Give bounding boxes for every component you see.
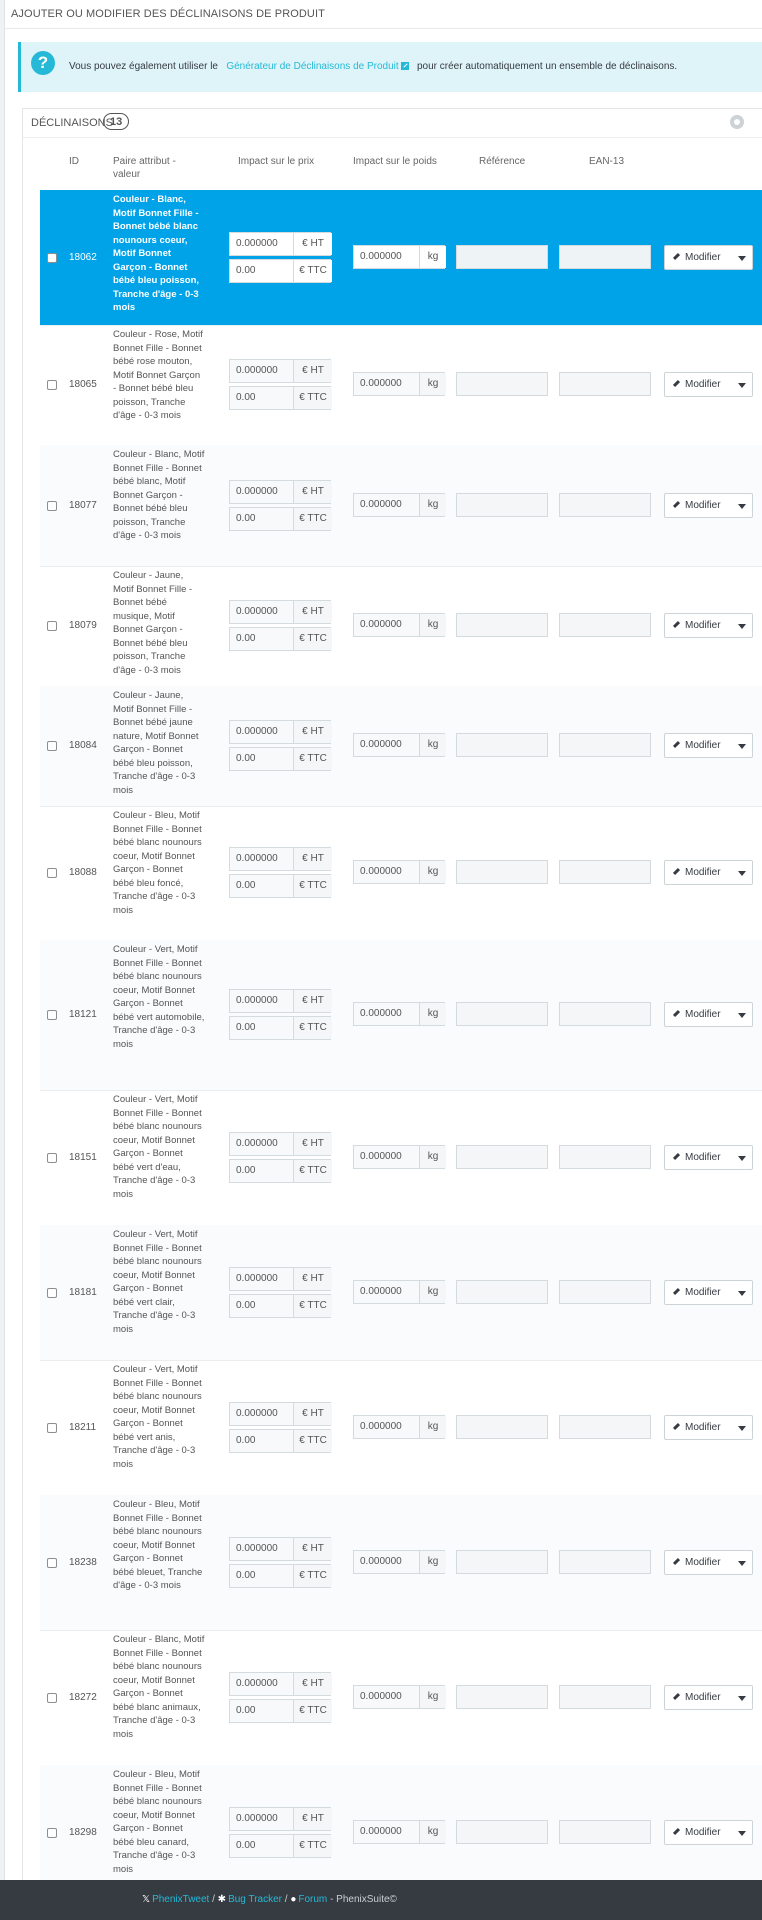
unit-ht-addon: € HT [293, 848, 332, 870]
unit-ttc-addon: € TTC [293, 1295, 332, 1317]
weight-input[interactable] [353, 1820, 445, 1844]
price-ttc-input[interactable] [229, 627, 331, 651]
caret-down-icon[interactable] [738, 624, 746, 629]
weight-value[interactable]: 0.000000 [360, 1286, 402, 1297]
unit-kg-addon: kg [419, 494, 446, 516]
unit-ttc-addon: € TTC [293, 1160, 332, 1182]
modify-button[interactable] [664, 1145, 753, 1170]
panel-header [23, 109, 762, 138]
gear-icon[interactable] [730, 115, 744, 129]
row-id: 18181 [69, 1287, 97, 1298]
unit-ttc-addon: € TTC [293, 260, 332, 282]
modify-button-label: Modifier [685, 1152, 721, 1163]
reference-input[interactable] [456, 1280, 548, 1304]
row-attributes: Couleur - Rose, Motif Bonnet Fille - Bonnet bébé rose mouton, Motif Bonnet Garçon - Bonnet bébé bleu poisson, Tranche d'âge - 0-3 mois [113, 329, 203, 421]
modify-button[interactable] [664, 1280, 753, 1305]
table-row[interactable] [40, 1090, 762, 1226]
weight-input[interactable] [353, 733, 445, 757]
price-ht-value[interactable]: 0.000000 [236, 726, 278, 737]
unit-ttc-addon: € TTC [293, 387, 332, 409]
unit-ht-addon: € HT [293, 990, 332, 1012]
weight-input[interactable] [353, 1685, 445, 1709]
weight-value[interactable]: 0.000000 [360, 739, 402, 750]
modify-button-label: Modifier [685, 1557, 721, 1568]
weight-input[interactable] [353, 1550, 445, 1574]
row-attributes: Couleur - Jaune, Motif Bonnet Fille - Bonnet bébé jaune nature, Motif Bonnet Garçon - Bonnet bébé bleu poisson, Tranche d'âge - 0-3 mois [113, 690, 199, 796]
weight-input[interactable] [353, 493, 445, 517]
ean13-input[interactable] [559, 1820, 651, 1844]
panel-title: DÉCLINAISONS [31, 117, 113, 129]
price-ht-input[interactable] [229, 480, 331, 504]
modify-button[interactable] [664, 1002, 753, 1027]
reference-input[interactable] [456, 1550, 548, 1574]
price-ht-value[interactable]: 0.000000 [236, 1678, 278, 1689]
pencil-icon [673, 501, 680, 508]
weight-input[interactable] [353, 613, 445, 637]
footer-suffix: - PhenixSuite© [330, 1894, 397, 1905]
reference-input[interactable] [456, 372, 548, 396]
modify-button[interactable] [664, 372, 753, 397]
column-header-reference: Référence [479, 156, 526, 167]
price-ttc-value[interactable]: 0.00 [236, 880, 256, 891]
weight-value[interactable]: 0.000000 [360, 1691, 402, 1702]
pencil-icon [673, 1288, 680, 1295]
row-id: 18238 [69, 1557, 97, 1568]
unit-ttc-addon: € TTC [293, 1430, 332, 1452]
modify-button[interactable] [664, 1685, 753, 1710]
weight-value[interactable]: 0.000000 [360, 251, 402, 262]
table-row[interactable] [40, 940, 762, 1091]
weight-input[interactable] [353, 1145, 445, 1169]
modify-button[interactable] [664, 733, 753, 758]
unit-kg-addon: kg [419, 734, 446, 756]
table-row[interactable] [40, 325, 762, 446]
info-text-before: Vous pouvez également utiliser le [69, 61, 218, 72]
ean13-input[interactable] [559, 1145, 651, 1169]
reference-input[interactable] [456, 860, 548, 884]
weight-value[interactable]: 0.000000 [360, 499, 402, 510]
row-attributes: Couleur - Vert, Motif Bonnet Fille - Bonnet bébé blanc nounours coeur, Motif Bonnet Garçon - Bonnet bébé vert clair, Tranche d'âge - 0-3 mois [113, 1229, 202, 1335]
row-id: 18298 [69, 1827, 97, 1838]
info-text [69, 61, 677, 72]
price-ht-input[interactable] [229, 847, 331, 871]
x-icon: 𝕏 [142, 1894, 151, 1905]
weight-value[interactable]: 0.000000 [360, 1826, 402, 1837]
weight-value[interactable]: 0.000000 [360, 1421, 402, 1432]
price-ht-input[interactable] [229, 232, 331, 256]
row-checkbox[interactable] [47, 1153, 57, 1163]
combination-generator-link-label[interactable]: Générateur de Déclinaisons de Produit [226, 61, 399, 72]
caret-down-icon[interactable] [738, 871, 746, 876]
caret-down-icon[interactable] [738, 1696, 746, 1701]
row-checkbox[interactable] [47, 621, 57, 631]
column-header-price: Impact sur le prix [238, 156, 315, 167]
unit-ht-addon: € HT [293, 1808, 332, 1830]
modify-button-label: Modifier [685, 1827, 721, 1838]
unit-kg-addon: kg [419, 373, 446, 395]
pencil-icon [673, 741, 680, 748]
weight-value[interactable]: 0.000000 [360, 378, 402, 389]
unit-ttc-addon: € TTC [293, 628, 332, 650]
price-ht-input[interactable] [229, 1132, 331, 1156]
reference-input[interactable] [456, 1820, 548, 1844]
caret-down-icon[interactable] [738, 744, 746, 749]
ean13-input[interactable] [559, 1280, 651, 1304]
row-attributes: Couleur - Blanc, Motif Bonnet Fille - Bonnet bébé blanc nounours coeur, Motif Bonnet Garçon - Bonnet bébé blanc animaux, Tranche d'âge - 0-3 mois [113, 1634, 205, 1740]
price-ht-input[interactable] [229, 600, 331, 624]
caret-down-icon[interactable] [738, 256, 746, 261]
row-id: 18121 [69, 1009, 97, 1020]
unit-kg-addon: kg [419, 1686, 446, 1708]
unit-ttc-addon: € TTC [293, 1700, 332, 1722]
caret-down-icon[interactable] [738, 1013, 746, 1018]
row-attributes: Couleur - Bleu, Motif Bonnet Fille - Bonnet bébé blanc nounours coeur, Motif Bonnet Garçon - Bonnet bébé bleuet, Tranche d'âge - 0-3 mois [113, 1499, 203, 1591]
reference-input[interactable] [456, 493, 548, 517]
modify-button-label: Modifier [685, 252, 721, 263]
row-id: 18272 [69, 1692, 97, 1703]
unit-kg-addon: kg [419, 614, 446, 636]
row-checkbox[interactable] [47, 1010, 57, 1020]
footer-bar [0, 1880, 762, 1920]
pencil-icon [673, 1558, 680, 1565]
modify-button[interactable] [664, 860, 753, 885]
price-ht-value[interactable]: 0.000000 [236, 1813, 278, 1824]
footer-links [142, 1894, 397, 1905]
price-ht-value[interactable]: 0.000000 [236, 1138, 278, 1149]
weight-value[interactable]: 0.000000 [360, 1151, 402, 1162]
unit-ht-addon: € HT [293, 1538, 332, 1560]
row-id: 18088 [69, 867, 97, 878]
reference-input[interactable] [456, 733, 548, 757]
unit-kg-addon: kg [419, 1146, 446, 1168]
unit-kg-addon: kg [419, 1003, 446, 1025]
table-row[interactable] [40, 190, 762, 326]
price-ht-input[interactable] [229, 989, 331, 1013]
ean13-input[interactable] [559, 860, 651, 884]
comments-icon: ● [290, 1894, 297, 1905]
reference-input[interactable] [456, 1415, 548, 1439]
price-ht-input[interactable] [229, 1267, 331, 1291]
ean13-input[interactable] [559, 613, 651, 637]
caret-down-icon[interactable] [738, 1156, 746, 1161]
price-ht-value[interactable]: 0.000000 [236, 1543, 278, 1554]
pencil-icon [673, 380, 680, 387]
price-ht-input[interactable] [229, 1402, 331, 1426]
unit-ht-addon: € HT [293, 1673, 332, 1695]
unit-kg-addon: kg [419, 1821, 446, 1843]
caret-down-icon[interactable] [738, 504, 746, 509]
info-alert [18, 42, 762, 92]
row-id: 18077 [69, 500, 97, 511]
modify-button[interactable] [664, 613, 753, 638]
weight-value[interactable]: 0.000000 [360, 1556, 402, 1567]
weight-input[interactable] [353, 1415, 445, 1439]
unit-kg-addon: kg [419, 1551, 446, 1573]
unit-ttc-addon: € TTC [293, 1565, 332, 1587]
modify-button[interactable] [664, 1415, 753, 1440]
title-divider [5, 28, 762, 29]
ean13-input[interactable] [559, 1002, 651, 1026]
row-checkbox[interactable] [47, 253, 57, 263]
weight-input[interactable] [353, 1002, 445, 1026]
table-row[interactable] [40, 806, 762, 941]
row-checkbox[interactable] [47, 1423, 57, 1433]
unit-ht-addon: € HT [293, 360, 332, 382]
price-ttc-value[interactable]: 0.00 [236, 1840, 256, 1851]
caret-down-icon[interactable] [738, 1831, 746, 1836]
price-ht-input[interactable] [229, 720, 331, 744]
price-ttc-input[interactable] [229, 386, 331, 410]
price-ttc-input[interactable] [229, 1834, 331, 1858]
unit-ttc-addon: € TTC [293, 1835, 332, 1857]
row-attributes: Couleur - Vert, Motif Bonnet Fille - Bonnet bébé blanc nounours coeur, Motif Bonnet Garçon - Bonnet bébé vert anis, Tranche d'âge - 0-3 mois [113, 1364, 202, 1470]
column-header-ean: EAN-13 [589, 156, 625, 167]
footer-separator: / [284, 1894, 288, 1905]
forum-link[interactable]: Forum [298, 1894, 328, 1905]
row-attributes: Couleur - Vert, Motif Bonnet Fille - Bonnet bébé blanc nounours coeur, Motif Bonnet Garçon - Bonnet bébé vert d'eau, Tranche d'âge - 0-3 mois [113, 1094, 202, 1200]
price-ttc-input[interactable] [229, 874, 331, 898]
modify-button[interactable] [664, 1820, 753, 1845]
modify-button-label: Modifier [685, 379, 721, 390]
combination-generator-link[interactable] [226, 61, 408, 72]
price-ht-value[interactable]: 0.000000 [236, 1408, 278, 1419]
reference-input[interactable] [456, 613, 548, 637]
price-ht-value[interactable]: 0.000000 [236, 238, 278, 249]
footer-separator: / [212, 1894, 215, 1905]
unit-ht-addon: € HT [293, 1133, 332, 1155]
unit-ht-addon: € HT [293, 1268, 332, 1290]
unit-ht-addon: € HT [293, 721, 332, 743]
price-ttc-value[interactable]: 0.00 [236, 265, 256, 276]
external-link-icon[interactable] [401, 62, 409, 70]
row-attributes: Couleur - Vert, Motif Bonnet Fille - Bonnet bébé blanc nounours coeur, Motif Bonnet Garçon - Bonnet bébé vert automobile, Tranche d'âge - 0-3 mois [113, 944, 205, 1050]
unit-ht-addon: € HT [293, 233, 332, 255]
pencil-icon [673, 1693, 680, 1700]
modify-button-label: Modifier [685, 1287, 721, 1298]
modify-button[interactable] [664, 493, 753, 518]
caret-down-icon[interactable] [738, 1426, 746, 1431]
ean13-input[interactable] [559, 493, 651, 517]
ean13-input[interactable] [559, 372, 651, 396]
bug-icon: ✱ [217, 1894, 227, 1905]
price-ttc-value[interactable]: 0.00 [236, 1705, 256, 1716]
row-attributes: Couleur - Blanc, Motif Bonnet Fille - Bonnet bébé blanc nounours coeur, Motif Bonnet Garçon - Bonnet bébé bleu poisson, Tranche d'âge - 0-3 mois [113, 194, 200, 313]
price-ttc-input[interactable] [229, 1294, 331, 1318]
row-id: 18084 [69, 740, 97, 751]
price-ht-input[interactable] [229, 1537, 331, 1561]
price-ttc-value[interactable]: 0.00 [236, 1300, 256, 1311]
caret-down-icon[interactable] [738, 1291, 746, 1296]
column-header-weight: Impact sur le poids [353, 156, 437, 167]
ean13-input[interactable] [559, 733, 651, 757]
modify-button-label: Modifier [685, 500, 721, 511]
table-row[interactable] [40, 1225, 762, 1361]
row-id: 18065 [69, 379, 97, 390]
price-ht-input[interactable] [229, 1672, 331, 1696]
row-checkbox[interactable] [47, 380, 57, 390]
modify-button[interactable] [664, 1550, 753, 1575]
table-row[interactable] [40, 1360, 762, 1496]
unit-kg-addon: kg [419, 1416, 446, 1438]
unit-ttc-addon: € TTC [293, 508, 332, 530]
pencil-icon [673, 1010, 680, 1017]
pencil-icon [673, 868, 680, 875]
row-id: 18062 [69, 252, 97, 263]
modify-button-label: Modifier [685, 867, 721, 878]
modify-button-label: Modifier [685, 1692, 721, 1703]
row-attributes: Couleur - Blanc, Motif Bonnet Fille - Bonnet bébé blanc, Motif Bonnet Garçon - Bonnet bébé bleu poisson, Tranche d'âge - 0-3 mois [113, 449, 205, 541]
pencil-icon [673, 1423, 680, 1430]
question-icon: ? [31, 51, 55, 75]
phenixtweet-link[interactable]: PhenixTweet [152, 1894, 210, 1905]
bug-tracker-link[interactable]: Bug Tracker [228, 1894, 282, 1905]
price-ttc-value[interactable]: 0.00 [236, 1165, 256, 1176]
row-id: 18211 [69, 1422, 97, 1433]
weight-value[interactable]: 0.000000 [360, 1008, 402, 1019]
combinations-count-badge: 13 [103, 113, 129, 130]
unit-kg-addon: kg [419, 861, 446, 883]
price-ttc-value[interactable]: 0.00 [236, 633, 256, 644]
row-checkbox[interactable] [47, 1828, 57, 1838]
price-ttc-input[interactable] [229, 259, 331, 283]
price-ttc-value[interactable]: 0.00 [236, 1435, 256, 1446]
modify-button-label: Modifier [685, 1422, 721, 1433]
weight-input[interactable] [353, 1280, 445, 1304]
pencil-icon [673, 621, 680, 628]
price-ht-input[interactable] [229, 1807, 331, 1831]
row-attributes: Couleur - Bleu, Motif Bonnet Fille - Bonnet bébé blanc nounours coeur, Motif Bonnet Garçon - Bonnet bébé bleu foncé, Tranche d'âge - 0-3 mois [113, 810, 202, 916]
row-checkbox[interactable] [47, 501, 57, 511]
price-ttc-input[interactable] [229, 1699, 331, 1723]
unit-ttc-addon: € TTC [293, 875, 332, 897]
price-ht-value[interactable]: 0.000000 [236, 1273, 278, 1284]
row-checkbox[interactable] [47, 741, 57, 751]
price-ht-value[interactable]: 0.000000 [236, 995, 278, 1006]
row-attributes: Couleur - Bleu, Motif Bonnet Fille - Bonnet bébé blanc nounours coeur, Motif Bonnet Garçon - Bonnet bébé bleu canard, Tranche d'âge - 0-3 mois [113, 1769, 202, 1875]
unit-ht-addon: € HT [293, 481, 332, 503]
row-checkbox[interactable] [47, 868, 57, 878]
pencil-icon [673, 1153, 680, 1160]
page-title: AJOUTER OU MODIFIER DES DÉCLINAISONS DE PRODUIT [11, 8, 325, 20]
price-ttc-value[interactable]: 0.00 [236, 753, 256, 764]
price-ttc-input[interactable] [229, 1016, 331, 1040]
modify-button-label: Modifier [685, 1009, 721, 1020]
pencil-icon [673, 253, 680, 260]
caret-down-icon[interactable] [738, 383, 746, 388]
price-ttc-value[interactable]: 0.00 [236, 1570, 256, 1581]
column-header-attribute: Paire attribut - valeur [113, 156, 176, 180]
weight-input[interactable] [353, 372, 445, 396]
row-checkbox[interactable] [47, 1558, 57, 1568]
price-ht-value[interactable]: 0.000000 [236, 853, 278, 864]
unit-ttc-addon: € TTC [293, 748, 332, 770]
table-row[interactable] [40, 566, 762, 687]
row-id: 18079 [69, 620, 97, 631]
price-ttc-input[interactable] [229, 747, 331, 771]
price-ht-value[interactable]: 0.000000 [236, 486, 278, 497]
price-ttc-value[interactable]: 0.00 [236, 513, 256, 524]
weight-value[interactable]: 0.000000 [360, 619, 402, 630]
column-header-id: ID [69, 156, 79, 167]
table-row[interactable] [40, 686, 762, 807]
row-attributes: Couleur - Jaune, Motif Bonnet Fille - Bonnet bébé musique, Motif Bonnet Garçon - Bonnet bébé bleu poisson, Tranche d'âge - 0-3 mois [113, 570, 193, 676]
price-ttc-input[interactable] [229, 1564, 331, 1588]
price-ttc-input[interactable] [229, 1429, 331, 1453]
unit-kg-addon: kg [419, 1281, 446, 1303]
row-checkbox[interactable] [47, 1288, 57, 1298]
modify-button[interactable] [664, 245, 753, 270]
reference-input[interactable] [456, 1002, 548, 1026]
row-checkbox[interactable] [47, 1693, 57, 1703]
price-ht-value[interactable]: 0.000000 [236, 606, 278, 617]
weight-input[interactable] [353, 860, 445, 884]
modify-button-label: Modifier [685, 740, 721, 751]
table-row[interactable] [40, 445, 762, 567]
price-ttc-value[interactable]: 0.00 [236, 1022, 256, 1033]
weight-value[interactable]: 0.000000 [360, 866, 402, 877]
table-row[interactable] [40, 1630, 762, 1766]
price-ttc-input[interactable] [229, 507, 331, 531]
price-ttc-input[interactable] [229, 1159, 331, 1183]
unit-ht-addon: € HT [293, 1403, 332, 1425]
ean13-input[interactable] [559, 1415, 651, 1439]
unit-kg-addon: kg [419, 246, 446, 268]
ean13-input[interactable] [559, 1550, 651, 1574]
pencil-icon [673, 1828, 680, 1835]
price-ttc-value[interactable]: 0.00 [236, 392, 256, 403]
ean13-input[interactable] [559, 1685, 651, 1709]
weight-input[interactable] [353, 245, 445, 269]
reference-input[interactable] [456, 1145, 548, 1169]
price-ht-input[interactable] [229, 359, 331, 383]
row-id: 18151 [69, 1152, 97, 1163]
price-ht-value[interactable]: 0.000000 [236, 365, 278, 376]
unit-ht-addon: € HT [293, 601, 332, 623]
modify-button-label: Modifier [685, 620, 721, 631]
info-text-after: pour créer automatiquement un ensemble de déclinaisons. [417, 61, 678, 72]
unit-ttc-addon: € TTC [293, 1017, 332, 1039]
caret-down-icon[interactable] [738, 1561, 746, 1566]
reference-input[interactable] [456, 1685, 548, 1709]
ean13-input[interactable] [559, 245, 651, 269]
table-row[interactable] [40, 1495, 762, 1631]
reference-input[interactable] [456, 245, 548, 269]
